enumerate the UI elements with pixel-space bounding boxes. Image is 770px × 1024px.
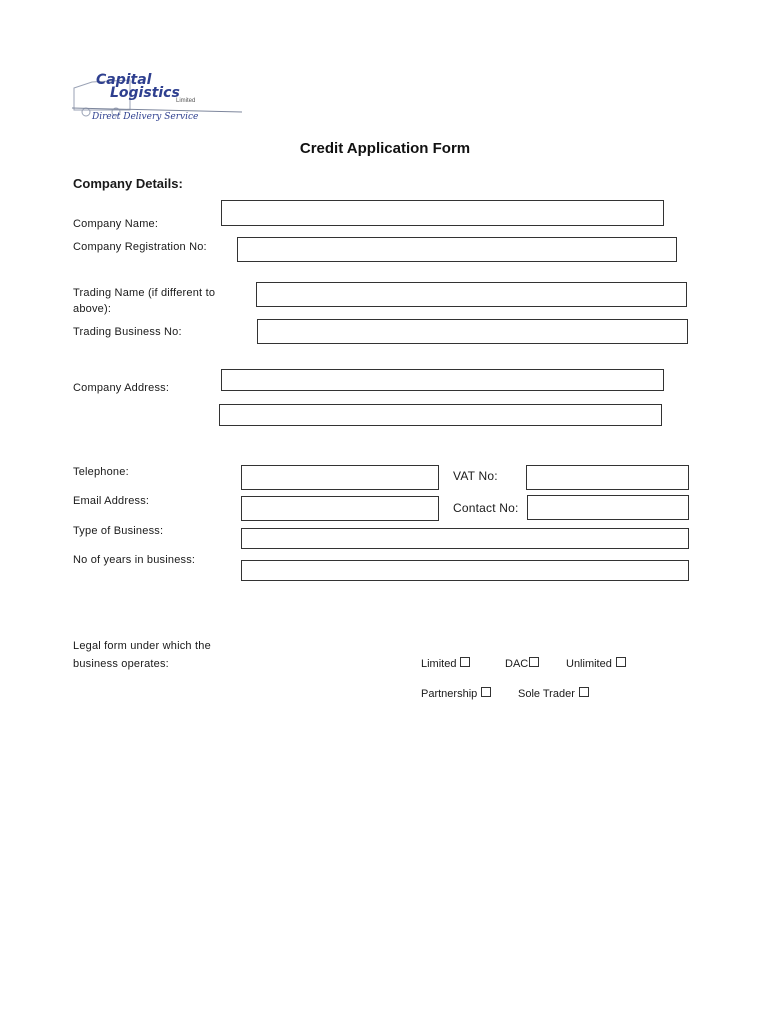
logo-line1: Capital [96,72,152,88]
trading-business-field[interactable] [257,319,688,344]
option-sole-trader[interactable] [518,686,589,702]
partnership-checkbox[interactable] [481,687,491,697]
trading-name-field[interactable] [256,282,687,307]
company-name-field[interactable] [221,200,664,226]
type-of-business-label: Type of Business: [73,525,164,537]
years-in-business-field[interactable] [241,560,689,581]
company-registration-field[interactable] [237,237,677,262]
dac-checkbox[interactable] [529,657,539,667]
unlimited-checkbox[interactable] [616,657,626,667]
vat-label: VAT No: [453,469,498,483]
option-sole-trader-label: Sole Trader [518,688,575,700]
trading-name-label-line1: Trading Name (if different to [73,287,216,299]
company-address-label: Company Address: [73,382,170,394]
legal-form-label-line2: business operates: [73,658,169,670]
vat-field[interactable] [526,465,689,490]
company-registration-label: Company Registration No: [73,241,207,253]
telephone-field[interactable] [241,465,439,490]
option-limited[interactable] [421,656,470,672]
option-unlimited[interactable] [566,656,626,672]
legal-form-label-line1: Legal form under which the [73,640,211,652]
limited-checkbox[interactable] [460,657,470,667]
years-in-business-label: No of years in business: [73,554,196,566]
sole-trader-checkbox[interactable] [579,687,589,697]
company-address-field-2[interactable] [219,404,662,426]
email-label: Email Address: [73,495,150,507]
telephone-label: Telephone: [73,466,129,478]
trading-name-label-line2: above): [73,303,112,315]
logo-line2: Logistics [110,85,180,101]
option-partnership[interactable] [421,686,491,702]
option-limited-label: Limited [421,658,457,670]
company-address-field-1[interactable] [221,369,664,391]
type-of-business-field[interactable] [241,528,689,549]
option-dac-label: DAC [505,658,529,670]
option-unlimited-label: Unlimited [566,658,612,670]
option-dac[interactable] [505,656,539,672]
contact-field[interactable] [527,495,689,520]
trading-business-label: Trading Business No: [73,326,182,338]
option-partnership-label: Partnership [421,688,478,700]
form-title: Credit Application Form [299,140,471,157]
company-logo [70,70,245,130]
section-heading: Company Details: [73,176,183,191]
contact-label: Contact No: [453,501,519,515]
company-name-label: Company Name: [73,218,159,230]
email-field[interactable] [241,496,439,521]
logo-tagline: Direct Delivery Service [92,112,199,122]
logo-sub: Limited [176,98,196,104]
